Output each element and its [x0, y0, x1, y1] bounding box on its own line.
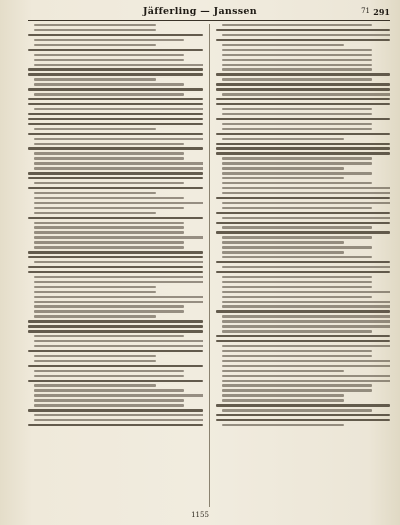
- directory-entry-line: [222, 370, 344, 372]
- directory-entry-line: [216, 133, 391, 135]
- directory-columns: [28, 24, 390, 507]
- directory-entry-line: [216, 147, 391, 149]
- directory-entry-line: [222, 49, 372, 51]
- directory-entry-line: [216, 212, 391, 214]
- directory-entry-line: [216, 310, 391, 312]
- directory-entry-line: [216, 271, 391, 273]
- directory-entry-line: [222, 320, 391, 322]
- directory-entry-line: [34, 231, 184, 233]
- directory-entry-line: [28, 365, 203, 367]
- directory-entry-line: [28, 266, 203, 268]
- directory-entry-line: [34, 296, 203, 298]
- directory-entry-line: [222, 236, 372, 238]
- directory-entry-line: [216, 152, 391, 154]
- column-divider: [209, 24, 210, 507]
- directory-entry-line: [28, 88, 203, 90]
- directory-entry-line: [222, 64, 372, 66]
- directory-entry-line: [222, 44, 344, 46]
- directory-entry-line: [34, 44, 156, 46]
- directory-entry-line: [34, 246, 184, 248]
- directory-entry-line: [34, 370, 184, 372]
- directory-entry-line: [222, 266, 391, 268]
- directory-entry-line: [222, 246, 372, 248]
- directory-entry-line: [34, 355, 156, 357]
- directory-entry-line: [34, 399, 184, 401]
- directory-entry-line: [34, 29, 156, 31]
- directory-entry-line: [34, 143, 184, 145]
- directory-entry-line: [28, 177, 203, 179]
- directory-entry-line: [222, 207, 372, 209]
- directory-entry-line: [222, 108, 372, 110]
- directory-entry-line: [28, 217, 203, 219]
- directory-entry-line: [222, 241, 344, 243]
- directory-entry-line: [28, 256, 203, 258]
- directory-entry-line: [216, 340, 391, 342]
- directory-entry-line: [216, 414, 391, 416]
- directory-entry-line: [222, 384, 372, 386]
- directory-entry-line: [34, 261, 203, 263]
- directory-entry-line: [34, 345, 203, 347]
- directory-entry-line: [222, 54, 372, 56]
- directory-entry-line: [222, 59, 372, 61]
- directory-entry-line: [34, 360, 156, 362]
- directory-entry-line: [222, 424, 344, 426]
- directory-entry-line: [34, 301, 203, 303]
- directory-entry-line: [34, 340, 203, 342]
- directory-entry-line: [34, 64, 203, 66]
- directory-entry-line: [28, 320, 203, 322]
- directory-entry-line: [222, 138, 344, 140]
- directory-entry-line: [216, 88, 391, 90]
- directory-entry-line: [34, 157, 184, 159]
- directory-entry-line: [222, 187, 391, 189]
- directory-entry-line: [34, 286, 156, 288]
- directory-entry-line: [222, 345, 391, 347]
- right-column: [216, 24, 391, 507]
- directory-entry-line: [34, 291, 156, 293]
- directory-entry-line: [34, 305, 184, 307]
- directory-entry-line: [34, 108, 203, 110]
- directory-entry-line: [216, 98, 391, 100]
- directory-entry-line: [222, 375, 391, 377]
- directory-entry-line: [222, 360, 391, 362]
- directory-entry-line: [222, 330, 372, 332]
- directory-entry-line: [222, 157, 372, 159]
- directory-entry-line: [34, 93, 184, 95]
- directory-entry-line: [34, 384, 156, 386]
- directory-entry-line: [34, 182, 184, 184]
- directory-entry-line: [216, 404, 391, 406]
- directory-entry-line: [34, 24, 156, 26]
- directory-entry-line: [28, 68, 203, 70]
- directory-entry-line: [28, 118, 203, 120]
- directory-entry-line: [28, 409, 203, 411]
- running-head: [0, 6, 400, 20]
- directory-entry-line: [222, 325, 391, 327]
- directory-entry-line: [222, 172, 372, 174]
- directory-entry-line: [216, 261, 391, 263]
- directory-entry-line: [222, 281, 372, 283]
- directory-entry-line: [222, 409, 372, 411]
- directory-entry-line: [222, 202, 391, 204]
- directory-entry-line: [222, 399, 344, 401]
- page-number: 291: [373, 7, 390, 17]
- directory-entry-line: [222, 389, 372, 391]
- directory-entry-line: [222, 34, 391, 36]
- directory-entry-line: [34, 310, 184, 312]
- directory-entry-line: [216, 83, 391, 85]
- footer-marker: 1155: [191, 511, 209, 519]
- directory-entry-line: [28, 34, 203, 36]
- directory-entry-line: [34, 335, 184, 337]
- directory-entry-line: [34, 54, 184, 56]
- directory-entry-line: [222, 355, 372, 357]
- directory-entry-line: [222, 167, 344, 169]
- directory-entry-line: [28, 271, 203, 273]
- directory-entry-line: [28, 123, 203, 125]
- directory-entry-line: [216, 197, 391, 199]
- directory-entry-line: [216, 231, 391, 233]
- directory-entry-line: [216, 222, 391, 224]
- directory-entry-line: [216, 419, 391, 421]
- directory-entry-line: [222, 276, 372, 278]
- directory-entry-line: [34, 197, 184, 199]
- directory-entry-line: [28, 103, 203, 105]
- directory-entry-line: [222, 315, 391, 317]
- directory-entry-line: [222, 78, 372, 80]
- directory-entry-line: [222, 128, 372, 130]
- directory-entry-line: [222, 394, 344, 396]
- directory-entry-line: [34, 315, 156, 317]
- directory-entry-line: [34, 414, 203, 416]
- directory-entry-line: [222, 68, 372, 70]
- directory-entry-line: [34, 222, 184, 224]
- directory-entry-line: [222, 380, 391, 382]
- directory-entry-line: [34, 202, 203, 204]
- directory-entry-line: [28, 380, 203, 382]
- directory-entry-line: [28, 424, 203, 426]
- directory-entry-line: [34, 236, 203, 238]
- directory-entry-line: [222, 162, 372, 164]
- directory-entry-line: [216, 29, 391, 31]
- directory-entry-line: [222, 301, 391, 303]
- directory-entry-line: [222, 113, 372, 115]
- directory-entry-line: [34, 83, 184, 85]
- directory-entry-line: [216, 335, 391, 337]
- directory-entry-line: [222, 93, 391, 95]
- directory-entry-line: [34, 375, 184, 377]
- header-rule: [28, 20, 390, 21]
- directory-entry-line: [34, 167, 203, 169]
- directory-entry-line: [34, 241, 184, 243]
- column-page-marker: 71: [361, 7, 370, 15]
- directory-entry-line: [216, 103, 391, 105]
- directory-entry-line: [222, 24, 372, 26]
- directory-entry-line: [28, 330, 203, 332]
- directory-entry-line: [34, 281, 203, 283]
- directory-entry-line: [222, 217, 391, 219]
- directory-entry-line: [34, 389, 184, 391]
- directory-entry-line: [222, 192, 391, 194]
- directory-entry-line: [222, 123, 372, 125]
- directory-entry-line: [34, 212, 156, 214]
- directory-entry-line: [28, 98, 203, 100]
- directory-entry-line: [34, 226, 184, 228]
- directory-entry-line: [34, 162, 203, 164]
- directory-entry-line: [28, 187, 203, 189]
- directory-entry-line: [34, 276, 203, 278]
- directory-entry-line: [34, 404, 184, 406]
- directory-entry-line: [34, 394, 203, 396]
- directory-entry-line: [34, 207, 184, 209]
- directory-entry-line: [222, 226, 372, 228]
- directory-entry-line: [216, 143, 391, 145]
- directory-entry-line: [222, 296, 372, 298]
- directory-entry-line: [34, 59, 184, 61]
- directory-entry-line: [28, 172, 203, 174]
- directory-entry-line: [34, 152, 184, 154]
- directory-entry-line: [216, 118, 391, 120]
- directory-entry-line: [222, 256, 372, 258]
- directory-entry-line: [34, 192, 156, 194]
- directory-entry-line: [28, 147, 203, 149]
- directory-entry-line: [222, 291, 391, 293]
- directory-entry-line: [34, 419, 203, 421]
- directory-entry-line: [222, 350, 372, 352]
- directory-entry-line: [222, 182, 372, 184]
- directory-entry-line: [216, 73, 391, 75]
- directory-entry-line: [34, 39, 184, 41]
- directory-entry-line: [28, 49, 203, 51]
- directory-entry-line: [34, 78, 156, 80]
- directory-entry-line: [216, 39, 391, 41]
- directory-entry-line: [28, 113, 203, 115]
- directory-entry-line: [222, 251, 344, 253]
- directory-entry-line: [28, 133, 203, 135]
- directory-entry-line: [34, 128, 156, 130]
- left-column: [28, 24, 203, 507]
- directory-entry-line: [28, 350, 203, 352]
- directory-entry-line: [222, 286, 372, 288]
- directory-entry-line: [222, 365, 391, 367]
- directory-entry-line: [28, 73, 203, 75]
- directory-entry-line: [34, 138, 203, 140]
- directory-entry-line: [222, 305, 391, 307]
- directory-entry-line: [28, 251, 203, 253]
- directory-entry-line: [222, 177, 344, 179]
- directory-entry-line: [28, 325, 203, 327]
- page-title: Jäfferling — Janssen: [143, 6, 257, 17]
